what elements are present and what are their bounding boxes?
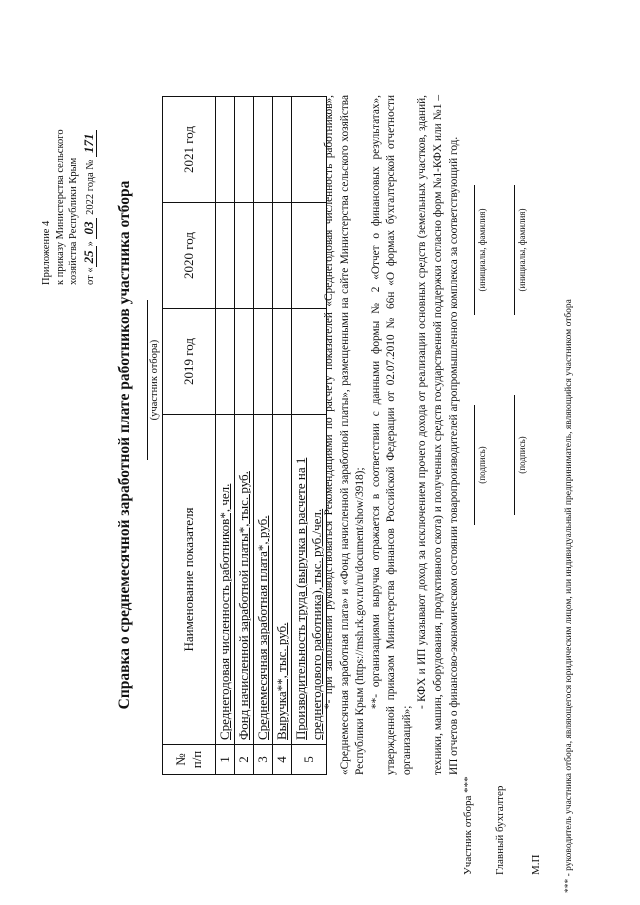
table-row — [216, 97, 235, 775]
notes-block — [322, 95, 462, 775]
participant-label: Участник отбора *** — [462, 776, 474, 875]
cell-2019 — [216, 309, 235, 415]
note-1: *- при заполнении руководствоваться Рекомендациями по расчету показателей «Среднегодовая численность работников», «Среднемесячная заработная плата» и «Фонд начисленной заработной платы», размещенными на сайте Министерства сельского хозяйства Республики Крым (https://msh.rk.gov.ru/ru/document/show/3918); — [323, 95, 367, 775]
stamp-label: М.П — [530, 854, 542, 875]
cell-2020 — [254, 203, 273, 309]
row-number: 1 — [216, 745, 235, 775]
handwritten-day: 25 — [81, 246, 97, 267]
row-indicator: Фонд начисленной заработной платы*, тыс. руб. — [235, 415, 254, 745]
table-row — [254, 97, 273, 775]
cell-2020 — [273, 203, 292, 309]
row-indicator: Среднегодовая численность работников*, чел. — [216, 415, 235, 745]
cell-2021 — [254, 97, 273, 203]
accountant-signature-line: (подпись) — [514, 395, 527, 515]
header-2021: 2021 год — [163, 97, 216, 203]
row-indicator: Выручка**, тыс. руб. — [273, 415, 292, 745]
accountant-label: Главный бухгалтер — [494, 785, 506, 875]
header-name: Наименование показателя — [163, 415, 216, 745]
row-number: 4 — [273, 745, 292, 775]
appendix-line: хозяйства Республики Крым — [68, 157, 80, 285]
row-number: 2 — [235, 745, 254, 775]
handwritten-number: 171 — [81, 130, 97, 158]
handwritten-month: 03 — [81, 218, 97, 239]
cell-2020 — [216, 203, 235, 309]
header-num: № п/п — [163, 745, 216, 775]
row-number: 5 — [292, 745, 327, 775]
note-3: - КФХ и ИП указывают доход за исключением прочего дохода от реализации основных средств (земельных участков, зданий, техники, машин, оборудования, продуктивного скота) и полученных средств государственной поддержки согласно форм №1-КФХ или №1 – ИП отчетов о финансово-экономическом состоянии товаропроизводителей агропромышленного комплекса за соответствующий год. — [416, 95, 460, 775]
salary-table — [162, 96, 327, 775]
footnote: *** - руководитель участника отбора, являющегося юридическим лицом, или индивидуальный предприниматель, являющийся участником отбора — [564, 299, 574, 893]
row-indicator: Среднемесячная заработная плата*, руб. — [254, 415, 273, 745]
cell-2021 — [216, 97, 235, 203]
cell-2019 — [273, 309, 292, 415]
participant-name-line: (инициалы, фамилия) — [474, 185, 487, 315]
cell-2020 — [235, 203, 254, 309]
appendix-line: к приказу Министерства сельского — [54, 129, 66, 285]
note-2: **- организациями выручка отражается в соответствии с данными формы № 2 «Отчет о финансовых результатах», утвержденной приказом Министерства финансов Российской Федерации от 02.07.2010 № 66н «О формах бухгалтерской отчетности организаций»; — [369, 95, 413, 775]
participant-caption: (участник отбора) — [147, 300, 160, 460]
cell-2021 — [235, 97, 254, 203]
row-number: 3 — [254, 745, 273, 775]
appendix-date-line: от «25» 03 2022 года № 171 — [81, 85, 98, 285]
appendix-line: Приложение 4 — [41, 220, 52, 285]
header-2019: 2019 год — [163, 309, 216, 415]
cell-2019 — [254, 309, 273, 415]
document-title: Справка о среднемесячной заработной плате работников участника отбора — [116, 180, 133, 710]
appendix-block — [40, 85, 98, 285]
table-row — [273, 97, 292, 775]
table-row — [235, 97, 254, 775]
cell-2019 — [235, 309, 254, 415]
table-header-row — [163, 97, 216, 775]
row-indicator: Производительность труда (выручка в расчете на 1 среднегодового работника), тыс. руб./чел. — [292, 415, 327, 745]
participant-signature-line: (подпись) — [474, 405, 487, 525]
accountant-name-line: (инициалы, фамилия) — [514, 185, 527, 315]
header-2020: 2020 год — [163, 203, 216, 309]
cell-2021 — [273, 97, 292, 203]
